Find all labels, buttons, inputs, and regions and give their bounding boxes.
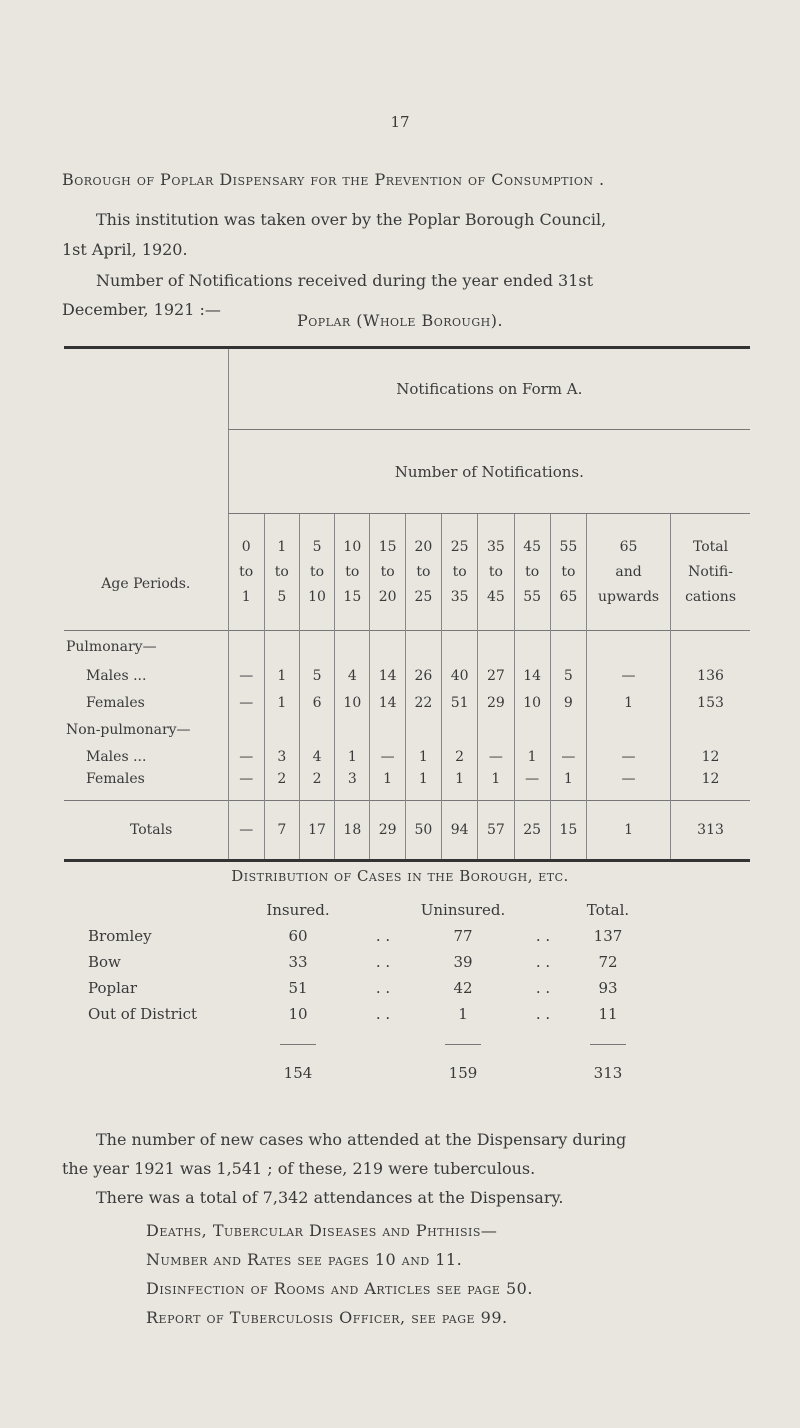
district-name: Bromley xyxy=(88,927,152,945)
totals-row xyxy=(64,801,750,861)
cell: 313 xyxy=(671,801,750,861)
cell: 10 xyxy=(514,690,550,717)
page-number: 17 xyxy=(390,113,410,131)
cell: 2 xyxy=(442,744,478,771)
table-title: Poplar (Whole Borough). xyxy=(296,311,504,330)
cell: 94 xyxy=(442,801,478,861)
totals-label: Totals xyxy=(130,822,173,838)
age-col-header: 55 to 65 xyxy=(550,514,586,631)
cell: — xyxy=(228,663,264,690)
cell: 3 xyxy=(335,771,370,801)
reference-line: Number and Rates see pages 10 and 11. xyxy=(146,1250,463,1269)
cell: 12 xyxy=(671,744,750,771)
cell: 15 xyxy=(550,801,586,861)
table-row: Bow 33 . . 39 . . 72 xyxy=(88,949,638,975)
cell: 42 xyxy=(453,979,473,997)
paragraph-2-line-1: Number of Notifications received during the year ended 31st xyxy=(96,271,594,290)
cell: — xyxy=(478,744,514,771)
group-row-pulmonary xyxy=(64,631,750,663)
paragraph-2-line-2: December, 1921 :— xyxy=(62,300,221,319)
cell: 50 xyxy=(405,801,441,861)
cell: 93 xyxy=(598,979,618,997)
table-row: Out of District 10 . . 1 . . 11 xyxy=(88,1001,638,1027)
table-row xyxy=(64,771,750,801)
cell: 29 xyxy=(478,690,514,717)
cell: 14 xyxy=(370,663,405,690)
age-periods-header: Age Periods. xyxy=(101,576,191,592)
cell: — xyxy=(587,663,671,690)
number-of-notifications-header: Number of Notifications. xyxy=(228,430,750,514)
age-col-header: 5 to 10 xyxy=(299,514,334,631)
cell: 2 xyxy=(299,771,334,801)
cell: — xyxy=(228,771,264,801)
cell: 10 xyxy=(288,1005,308,1023)
cell: 1 xyxy=(405,771,441,801)
cell: 60 xyxy=(288,927,308,945)
cell: 313 xyxy=(593,1064,623,1082)
table-row xyxy=(64,744,750,771)
cell: 29 xyxy=(370,801,405,861)
cell: 77 xyxy=(453,927,473,945)
cell: 137 xyxy=(593,927,623,945)
age-col-header: 10 to 15 xyxy=(335,514,370,631)
cell: 72 xyxy=(598,953,618,971)
section-heading: Borough of Poplar Dispensary for the Prevention of Consumption . xyxy=(62,170,605,189)
district-name: Out of District xyxy=(88,1005,198,1023)
reference-line: Deaths, Tubercular Diseases and Phthisis— xyxy=(146,1221,498,1240)
cell: 7 xyxy=(264,801,299,861)
cell: 4 xyxy=(335,663,370,690)
cell: — xyxy=(228,744,264,771)
cell: — xyxy=(587,744,671,771)
distribution-header-row xyxy=(88,897,638,923)
cell: 17 xyxy=(299,801,334,861)
age-col-header: 65 and upwards xyxy=(587,514,671,631)
cell: — xyxy=(550,744,586,771)
cell: 9 xyxy=(550,690,586,717)
reference-line: Report of Tuberculosis Officer, see page 99. xyxy=(146,1308,508,1327)
cell: 25 xyxy=(514,801,550,861)
cell: 1 xyxy=(478,771,514,801)
row-label: Females xyxy=(86,695,145,711)
age-col-header: 0 to 1 xyxy=(228,514,264,631)
cell: 14 xyxy=(514,663,550,690)
paragraph-4: There was a total of 7,342 attendances at the Dispensary. xyxy=(96,1188,564,1207)
row-label: Males ... xyxy=(86,749,147,765)
cell: 4 xyxy=(299,744,334,771)
distribution-title: Distribution of Cases in the Borough, etc. xyxy=(231,867,569,885)
cell: — xyxy=(228,690,264,717)
cell: 51 xyxy=(288,979,308,997)
cell: 1 xyxy=(514,744,550,771)
cell: 14 xyxy=(370,690,405,717)
group-label: Pulmonary— xyxy=(66,638,157,655)
paragraph-1-line-1: This institution was taken over by the Poplar Borough Council, xyxy=(96,210,607,229)
cell: 33 xyxy=(288,953,308,971)
cell: 51 xyxy=(442,690,478,717)
rule-row xyxy=(88,1027,638,1053)
cell: — xyxy=(587,771,671,801)
cell: 1 xyxy=(264,690,299,717)
table-row: Poplar 51 . . 42 . . 93 xyxy=(88,975,638,1001)
paragraph-3-line-2: the year 1921 was 1,541 ; of these, 219 were tuberculous. xyxy=(62,1159,536,1178)
cell: 153 xyxy=(671,690,750,717)
table-row xyxy=(64,663,750,690)
cell: — xyxy=(514,771,550,801)
notifications-table xyxy=(64,346,750,862)
total-col-header: Total Notifi- cations xyxy=(671,514,750,631)
cell: 12 xyxy=(671,771,750,801)
cell: 136 xyxy=(671,663,750,690)
cell: 3 xyxy=(264,744,299,771)
cell: 154 xyxy=(283,1064,313,1082)
insured-header: Insured. xyxy=(266,901,330,919)
cell: 1 xyxy=(442,771,478,801)
distribution-table xyxy=(88,897,638,1093)
cell: 27 xyxy=(478,663,514,690)
paragraph-3-line-1: The number of new cases who attended at the Dispensary during xyxy=(96,1130,627,1149)
paragraph-1-line-2: 1st April, 1920. xyxy=(62,240,188,259)
cell: 1 xyxy=(405,744,441,771)
cell: 57 xyxy=(478,801,514,861)
cell: 1 xyxy=(550,771,586,801)
table-row xyxy=(64,690,750,717)
cell: 159 xyxy=(448,1064,478,1082)
cell: 1 xyxy=(587,801,671,861)
reference-line: Disinfection of Rooms and Articles see page 50. xyxy=(146,1279,533,1298)
age-col-header: 20 to 25 xyxy=(405,514,441,631)
distribution-totals-row xyxy=(88,1053,638,1093)
uninsured-header: Uninsured. xyxy=(420,901,506,919)
cell: — xyxy=(228,801,264,861)
cell: 2 xyxy=(264,771,299,801)
age-col-header: 45 to 55 xyxy=(514,514,550,631)
cell: 6 xyxy=(299,690,334,717)
cell: 18 xyxy=(335,801,370,861)
row-label: Females xyxy=(86,770,145,787)
age-col-header: 15 to 20 xyxy=(370,514,405,631)
row-label: Males ... xyxy=(86,668,147,684)
cell: 26 xyxy=(405,663,441,690)
group-row-non-pulmonary xyxy=(64,717,750,744)
table-row: Bromley 60 . . 77 . . 137 xyxy=(88,923,638,949)
age-col-header: 35 to 45 xyxy=(478,514,514,631)
cell: 1 xyxy=(335,744,370,771)
district-name: Bow xyxy=(88,953,121,971)
cell: 11 xyxy=(598,1005,618,1023)
notifications-form-a-header: Notifications on Form A. xyxy=(228,348,750,430)
cell: 5 xyxy=(550,663,586,690)
cell: 1 xyxy=(458,1005,468,1023)
cell: — xyxy=(370,744,405,771)
cell: 1 xyxy=(370,771,405,801)
cell: 39 xyxy=(453,953,473,971)
cell: 40 xyxy=(442,663,478,690)
cell: 1 xyxy=(264,663,299,690)
cell: 22 xyxy=(405,690,441,717)
age-col-header: 1 to 5 xyxy=(264,514,299,631)
age-col-header: 25 to 35 xyxy=(442,514,478,631)
cell: 1 xyxy=(587,690,671,717)
group-label: Non-pulmonary— xyxy=(66,722,191,738)
cell: 5 xyxy=(299,663,334,690)
total-header: Total. xyxy=(586,901,630,919)
district-name: Poplar xyxy=(88,979,138,997)
cell: 10 xyxy=(335,690,370,717)
